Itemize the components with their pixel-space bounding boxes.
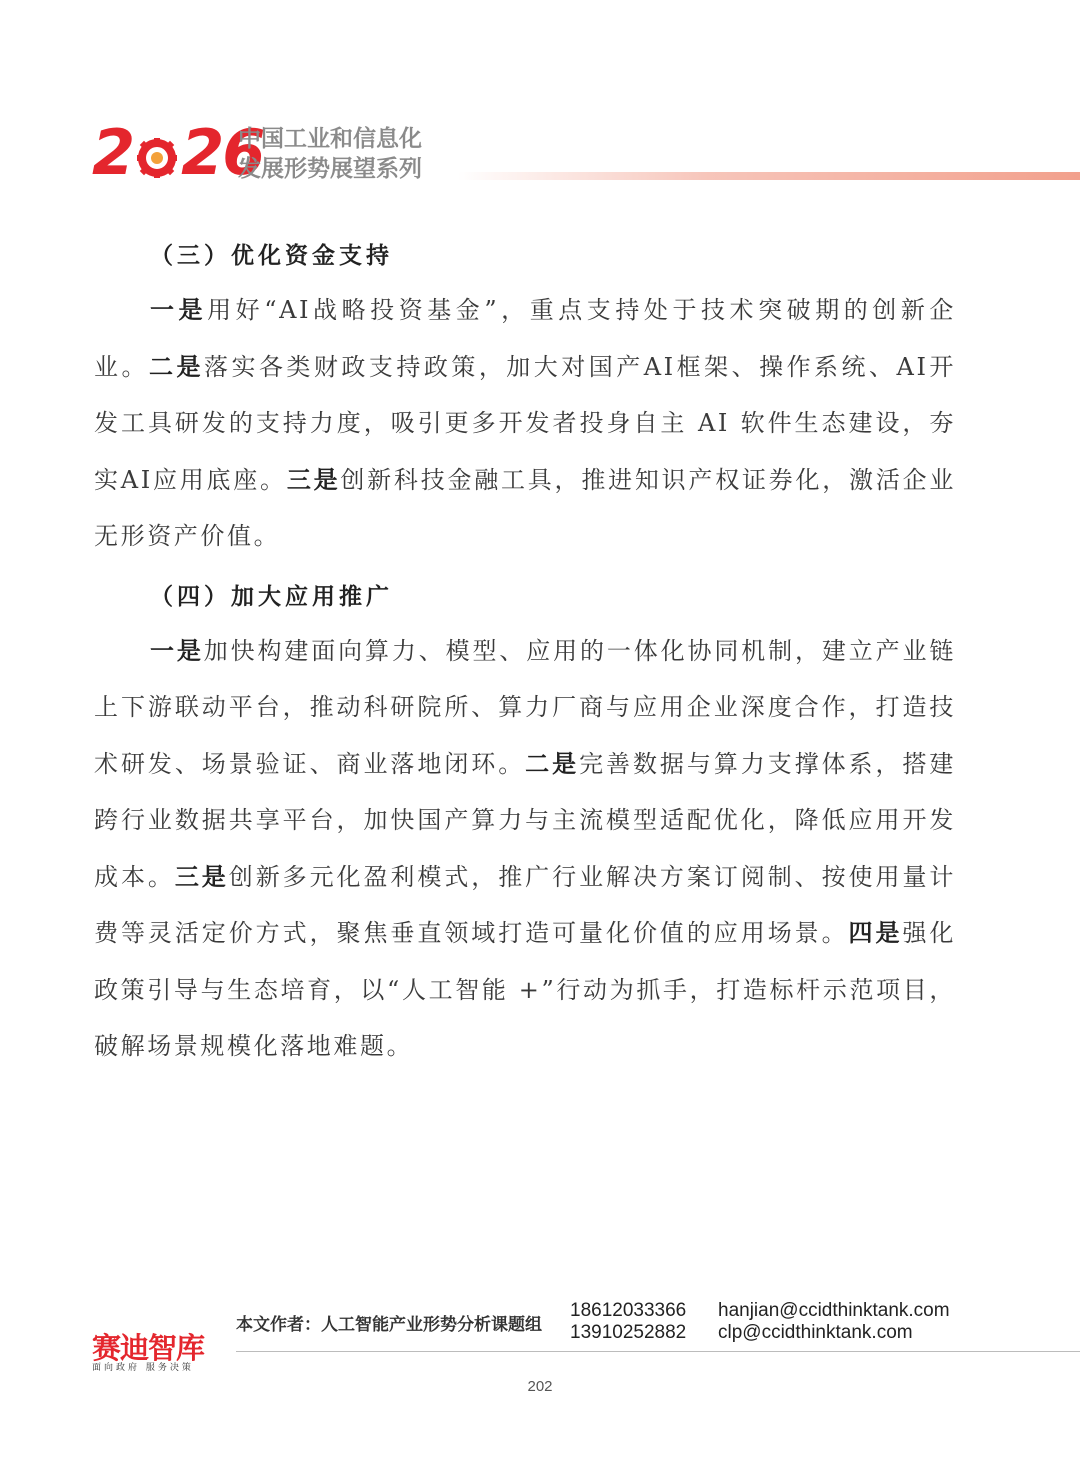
paragraph-text: 强化政策引导与生态培育，以“人工智能 +”行动为抓手，打造标杆示范项目，破解场景规模化落地难题。	[94, 919, 957, 1060]
item-ordinal-label: 二是	[525, 748, 580, 778]
page-number: 202	[527, 1378, 553, 1395]
logo-slogan: 面向政府 服务决策	[92, 1363, 194, 1373]
paragraph-text: 创新多元化盈利模式，推广行业解决方案订阅制、按使用量计费等灵活定价方式，聚焦垂直领域打造可量化价值的应用场景。	[94, 862, 956, 947]
ccid-logo: 赛迪智库	[92, 1331, 205, 1365]
body-paragraph	[94, 282, 956, 565]
phone-number: 18612033366	[570, 1300, 687, 1321]
year-digits-suffix: 26	[181, 116, 264, 189]
paragraph-text: 落实各类财政支持政策，加大对国产AI框架、操作系统、AI开发工具研发的支持力度，吸引更多开发者投身自主 AI 软件生态建设，夯实AI应用底座。	[94, 352, 957, 494]
item-ordinal-label: 三是	[286, 464, 341, 494]
body-paragraph	[94, 623, 956, 1075]
email-address[interactable]: clp@ccidthinktank.com	[718, 1322, 913, 1343]
series-title-line-2: 发展形势展望系列	[238, 156, 422, 182]
item-ordinal-label: 四是	[848, 918, 903, 947]
section-heading: （四）加大应用推广	[150, 582, 393, 610]
email-address[interactable]: hanjian@ccidthinktank.com	[718, 1300, 950, 1321]
paragraph-text: 加快构建面向算力、模型、应用的一体化协同机制，建立产业链上下游联动平台，推动科研院所、算力厂商与应用企业深度合作，打造技术研发、场景验证、商业落地闭环。	[94, 636, 956, 778]
series-title-line-1: 中国工业和信息化	[238, 126, 422, 152]
year-digit-prefix: 2	[92, 116, 134, 189]
gear-zero-icon	[137, 138, 177, 178]
item-ordinal-label: 一是	[150, 635, 204, 665]
document-body	[94, 230, 956, 1075]
item-ordinal-label: 一是	[150, 295, 208, 324]
item-ordinal-label: 三是	[174, 861, 229, 891]
author-line: 本文作者：人工智能产业形势分析课题组	[236, 1315, 542, 1335]
contact-phones	[570, 1300, 686, 1344]
footer-divider	[236, 1351, 1080, 1352]
paragraph-text: 创新科技金融工具，推进知识产权证券化，激活企业无形资产价值。	[94, 465, 956, 550]
page-footer	[0, 1296, 1080, 1386]
item-ordinal-label: 二是	[148, 351, 204, 381]
phone-number: 13910252882	[570, 1322, 687, 1343]
section-heading: （三）优化资金支持	[150, 242, 393, 269]
paragraph-text: 完善数据与算力支撑体系，搭建跨行业数据共享平台，加快国产算力与主流模型适配优化，降低应用开发成本。	[94, 749, 956, 891]
header-gradient-line	[458, 172, 1080, 180]
page-header	[92, 116, 1080, 189]
contact-emails	[718, 1300, 950, 1344]
paragraph-text: 用好“AI战略投资基金”，重点支持处于技术突破期的创新企业。	[94, 296, 957, 381]
